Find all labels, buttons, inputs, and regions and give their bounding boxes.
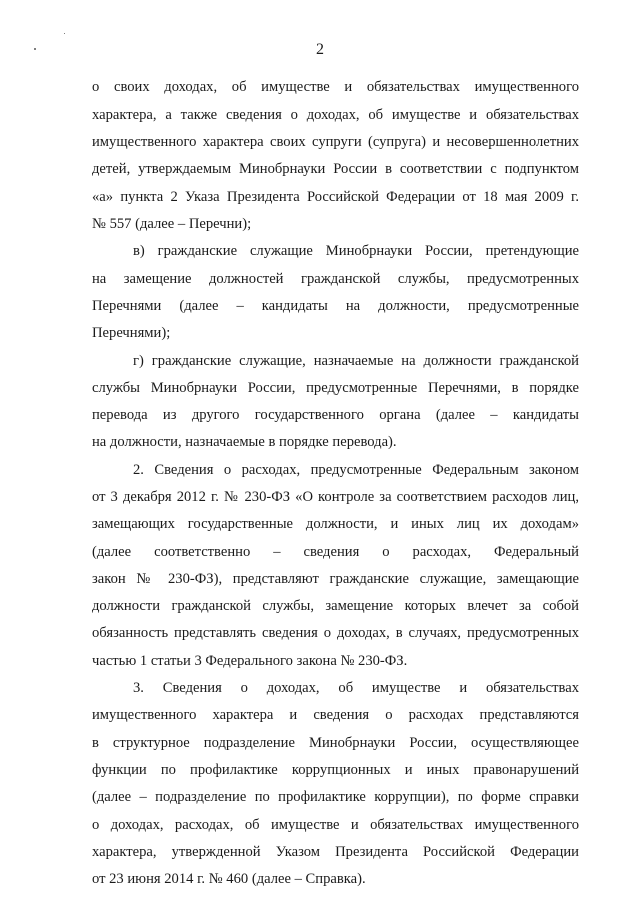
text-line: замещающих государственные должности, и иных лиц их доходам» [92, 516, 579, 532]
text-line: имущественного характера своих супруги (супруга) и несовершеннолетних [92, 134, 579, 150]
text-line: характера, утвержденной Указом Президента Российской Федерации [92, 844, 579, 860]
text-line: о своих доходах, об имуществе и обязательствах имущественного [92, 79, 579, 95]
text-line: перевода из другого государственного органа (далее – кандидаты [92, 407, 579, 423]
text-line: службы Минобрнауки России, предусмотренные Перечнями, в порядке [92, 380, 579, 396]
text-line: закон № 230-ФЗ), представляют гражданские служащие, замещающие [92, 571, 579, 587]
text-line: должности гражданской службы, замещение которых влечет за собой [92, 598, 579, 614]
text-line: характера, а также сведения о доходах, об имуществе и обязательствах [92, 107, 579, 123]
text-line: о доходах, расходах, об имуществе и обязательствах имущественного [92, 817, 579, 833]
text-line: (далее соответственно – сведения о расходах, Федеральный [92, 544, 579, 560]
text-line: № 557 (далее – Перечни); [92, 216, 252, 232]
text-line: в) гражданские служащие Минобрнауки России, претендующие [133, 243, 579, 259]
text-line: г) гражданские служащие, назначаемые на должности гражданской [133, 353, 579, 369]
text-line: Перечнями (далее – кандидаты на должности, предусмотренные [92, 298, 579, 314]
text-line: обязанность представлять сведения о доходах, в случаях, предусмотренных [92, 625, 579, 641]
text-line: частью 1 статьи 3 Федерального закона № 230-ФЗ. [92, 653, 408, 669]
text-line: «а» пункта 2 Указа Президента Российской Федерации от 18 мая 2009 г. [92, 189, 579, 205]
text-line: в структурное подразделение Минобрнауки России, осуществляющее [92, 735, 579, 751]
text-line: на должности, назначаемые в порядке перевода). [92, 434, 397, 450]
page-number: 2 [316, 41, 324, 58]
text-line: (далее – подразделение по профилактике коррупции), по форме справки [92, 789, 579, 805]
text-line: на замещение должностей гражданской службы, предусмотренных [92, 271, 579, 287]
text-line: 3. Сведения о доходах, об имуществе и обязательствах [133, 680, 579, 696]
text-line: от 3 декабря 2012 г. № 230-ФЗ «О контроле за соответствием расходов лиц, [92, 489, 579, 505]
text-line: от 23 июня 2014 г. № 460 (далее – Справка). [92, 871, 366, 887]
text-line: детей, утверждаемым Минобрнауки России в соответствии с подпунктом [92, 161, 579, 177]
text-line: 2. Сведения о расходах, предусмотренные Федеральным законом [133, 462, 579, 478]
text-line: Перечнями); [92, 325, 171, 341]
text-line: имущественного характера и сведения о расходах представляются [92, 707, 579, 723]
text-line: функции по профилактике коррупционных и иных правонарушений [92, 762, 579, 778]
scan-mark [64, 33, 65, 34]
